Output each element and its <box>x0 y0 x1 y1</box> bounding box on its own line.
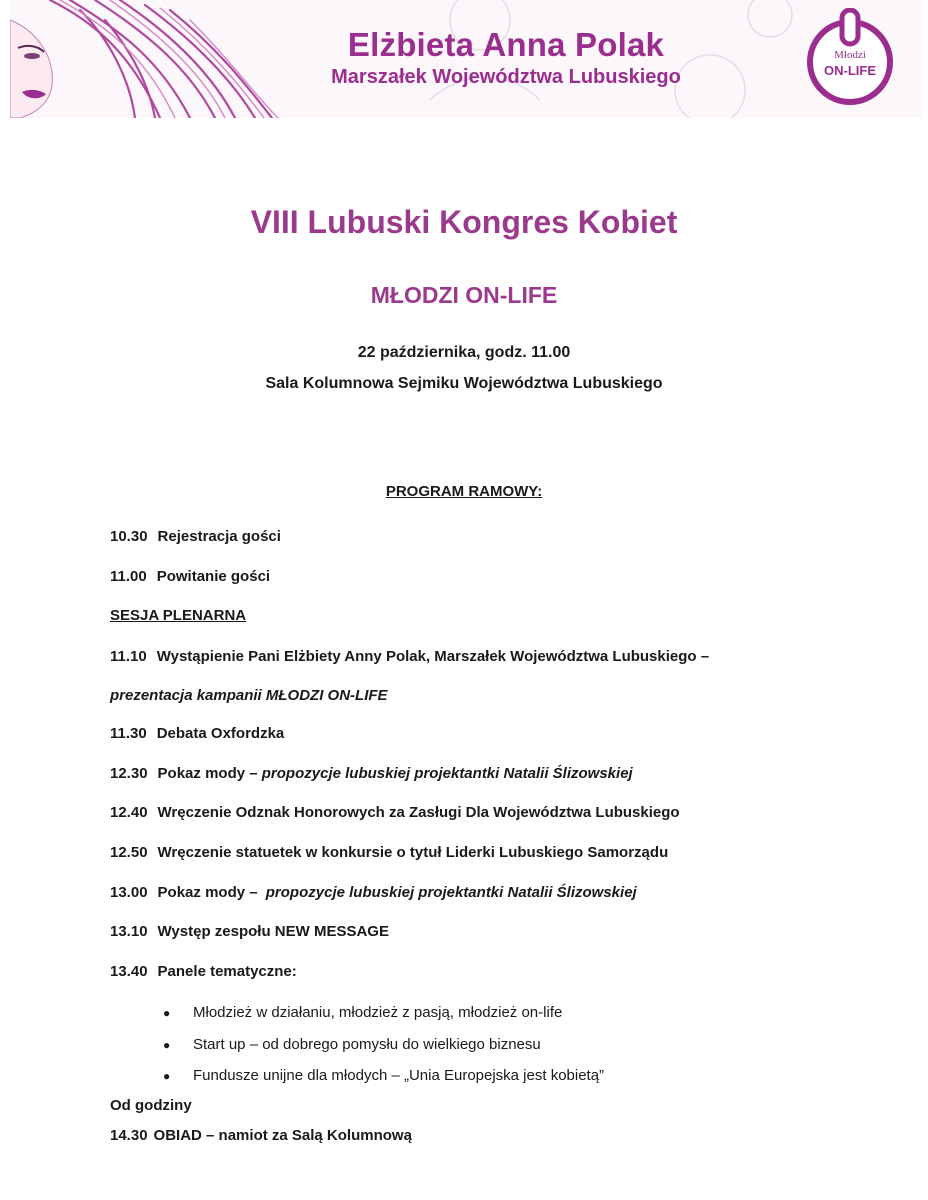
program-item <box>110 568 270 585</box>
program-text: Debata Oxfordzka <box>156 725 285 742</box>
program-text: Pokaz mody – <box>157 884 258 901</box>
program-time: 14.30 <box>110 1127 148 1144</box>
logo-text-bottom: ON-LIFE <box>824 63 876 78</box>
event-title: VIII Lubuski Kongres Kobiet <box>250 204 678 240</box>
panel-list-item <box>163 1036 541 1053</box>
program-item <box>110 963 297 980</box>
program-time: 12.30 <box>110 765 148 782</box>
mlodzi-online-logo <box>800 8 900 108</box>
event-subtitle: MŁODZI ON-LIFE <box>370 282 558 308</box>
program-text: Wręczenie statuetek w konkursie o tytuł Liderki Lubuskiego Samorządu <box>157 844 669 861</box>
program-text-italic: propozycje lubuskiej projektantki Natalii Ślizowskiej <box>265 884 637 901</box>
bullet-icon: ● <box>163 1069 171 1083</box>
program-text: Wręczenie Odznak Honorowych za Zasługi Dla Województwa Lubuskiego <box>157 804 680 821</box>
panel-list-item <box>163 1004 562 1021</box>
panel-text: Start up – od dobrego pomysłu do wielkiego biznesu <box>193 1036 541 1053</box>
banner-role: Marszałek Województwa Lubuskiego <box>331 66 681 88</box>
banner-name: Elżbieta Anna Polak <box>347 26 665 63</box>
program-item-continuation <box>110 687 388 704</box>
program-text: Wystąpienie Pani Elżbiety Anny Polak, Marszałek Województwa Lubuskiego – <box>156 648 710 665</box>
program-item <box>110 765 633 782</box>
program-time: 10.30 <box>110 528 148 545</box>
program-time: 13.40 <box>110 963 148 980</box>
program-heading: PROGRAM RAMOWY: <box>385 483 543 500</box>
program-text: Powitanie gości <box>156 568 271 585</box>
program-item <box>110 923 389 940</box>
program-text-italic: propozycje lubuskiej projektantki Natalii Ślizowskiej <box>261 765 633 782</box>
panel-text: Młodzież w działaniu, młodzież z pasją, młodzież on-life <box>193 1004 563 1021</box>
program-item <box>110 725 284 742</box>
program-text-italic: prezentacja kampanii MŁODZI ON-LIFE <box>110 687 388 704</box>
program-item <box>110 884 637 901</box>
program-text: OBIAD – namiot za Salą Kolumnową <box>153 1127 412 1144</box>
program-text: Rejestracja gości <box>157 528 281 545</box>
program-time: 11.00 <box>110 568 147 585</box>
program-item <box>110 528 281 545</box>
program-item <box>110 648 709 665</box>
program-time: 11.30 <box>110 725 147 742</box>
header-banner <box>10 0 922 118</box>
bullet-icon: ● <box>163 1038 171 1052</box>
program-text: Występ zespołu NEW MESSAGE <box>157 923 389 940</box>
logo-text-top: Młodzi <box>834 49 866 61</box>
program-time: 12.40 <box>110 804 148 821</box>
program-time: 13.10 <box>110 923 148 940</box>
program-text: Pokaz mody – <box>157 765 258 782</box>
panel-text: Fundusze unijne dla młodych – „Unia Europejska jest kobietą” <box>193 1067 605 1084</box>
program-time: 13.00 <box>110 884 148 901</box>
from-hour-label: Od godziny <box>110 1097 192 1114</box>
bullet-icon: ● <box>163 1006 171 1020</box>
program-time: 12.50 <box>110 844 148 861</box>
program-item-lunch <box>110 1127 412 1144</box>
program-item <box>110 804 680 821</box>
section-heading-plenary: SESJA PLENARNA <box>110 607 247 624</box>
panel-list-item <box>163 1067 604 1084</box>
program-text: Panele tematyczne: <box>157 963 297 980</box>
program-item <box>110 844 668 861</box>
event-date-time: 22 października, godz. 11.00 <box>357 344 571 361</box>
event-venue: Sala Kolumnowa Sejmiku Województwa Lubuskiego <box>265 375 663 392</box>
program-time: 11.10 <box>110 648 147 665</box>
